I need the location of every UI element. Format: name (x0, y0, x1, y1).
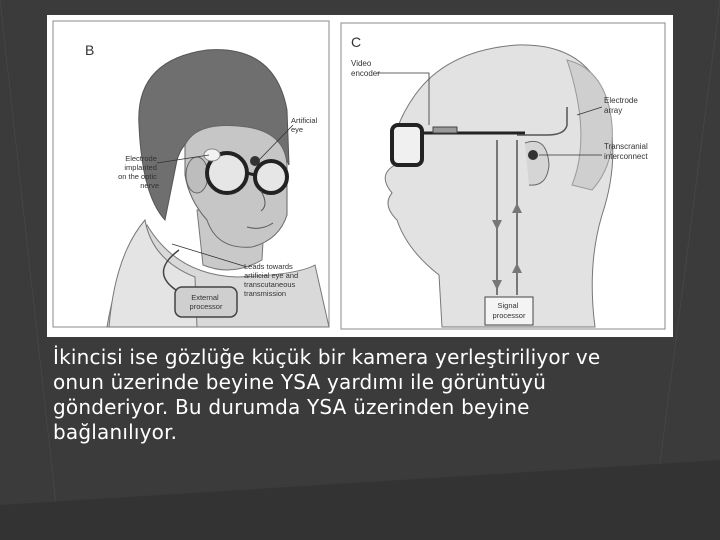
panel-c (341, 23, 665, 329)
panel-b (53, 21, 329, 327)
label-signal-processor: Signal processor (492, 301, 526, 320)
label-external-processor: External processor (189, 293, 223, 311)
caption-line: onun üzerinde beyine YSA yardımı ile görüntüyü (53, 370, 547, 394)
caption-line: gönderiyor. Bu durumda YSA üzerinden beyine (53, 395, 530, 419)
label-video-encoder: Video encoder (351, 59, 380, 78)
caption-line: bağlanılıyor. (53, 420, 178, 444)
label-leads: Leads towards artificial eye and transcutaneous transmission (244, 262, 299, 298)
label-electrode-implanted: Electrode implanted on the optic nerve (118, 154, 159, 190)
panel-b-letter: B (85, 42, 95, 58)
caption-line: İkincisi ise gözlüğe küçük bir kamera yerleştiriliyor ve (53, 345, 601, 369)
label-transcranial: Transcranial interconnect (604, 142, 648, 161)
slide-caption (53, 345, 673, 445)
video-encoder-icon (433, 127, 457, 133)
artificial-eye-icon (250, 156, 260, 166)
label-artificial-eye: Artificial eye (291, 116, 318, 134)
transcranial-interconnect-icon (528, 150, 538, 160)
label-electrode-array: Electrode array (604, 96, 638, 115)
figure-illustration (47, 15, 673, 337)
panel-c-letter: C (351, 34, 362, 50)
